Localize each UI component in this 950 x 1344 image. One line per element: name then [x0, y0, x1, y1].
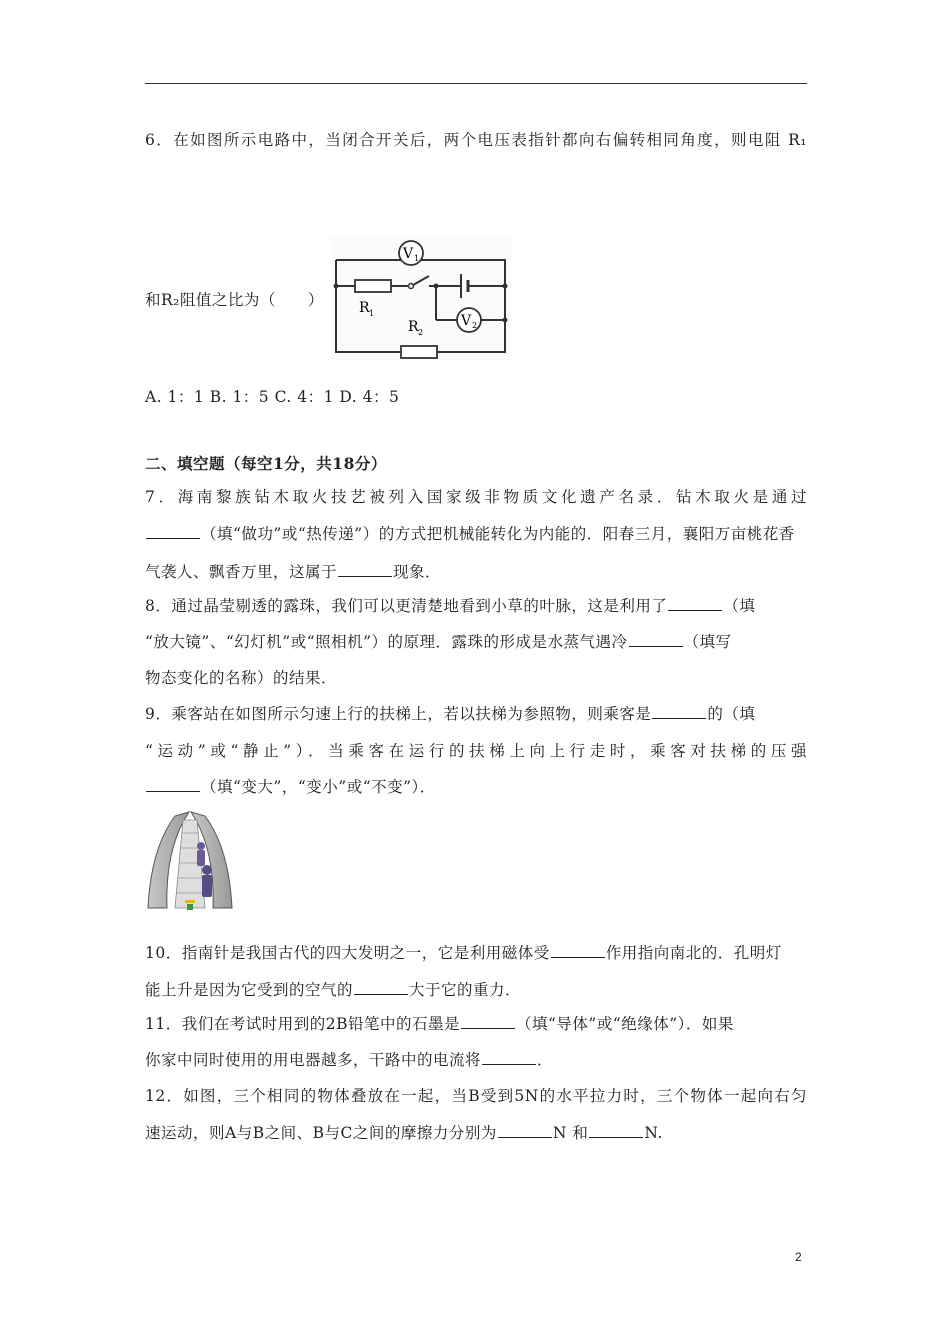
q12-line2b: N 和	[552, 1124, 589, 1142]
q10-line2b: 大于它的重力．	[409, 981, 522, 999]
q11-blank-2[interactable]	[482, 1050, 536, 1065]
q10-blank-1[interactable]	[551, 943, 605, 958]
q8-line2a: “放大镜”、“幻灯机”或“照相机”）的原理．露珠的形成是水蒸气遇冷	[145, 633, 628, 651]
q10-blank-2[interactable]	[354, 980, 408, 995]
q8-line1b: （填	[723, 597, 756, 615]
q9-line3-row	[145, 775, 436, 797]
q8-blank-1[interactable]	[668, 596, 722, 611]
q10-line1a: 10．指南针是我国古代的四大发明之一，它是利用磁体受	[145, 944, 550, 962]
q11-line2b: ．	[537, 1051, 554, 1069]
v1-sub: 1	[414, 254, 420, 263]
q6-options: A. 1：1 B. 1：5 C. 4：1 D. 4：5	[145, 388, 400, 406]
q10-line1-row	[145, 941, 782, 963]
q9-line1-row	[145, 702, 755, 724]
q12-blank-1[interactable]	[498, 1123, 552, 1138]
section-heading: 二、填空题（每空1分，共18分）	[145, 454, 387, 473]
q11-line2a: 你家中同时使用的用电器越多，干路中的电流将	[145, 1051, 482, 1069]
q9-line1a: 9．乘客站在如图所示匀速上行的扶梯上，若以扶梯为参照物，则乘客是	[145, 705, 652, 723]
q11-line1a: 11．我们在考试时用到的2B铅笔中的石墨是	[145, 1015, 460, 1033]
q9-line2: “运动”或“静止”）．当乘客在运行的扶梯上向上行走时，乘客对扶梯的压强	[145, 742, 807, 760]
q7-line2-row	[145, 522, 795, 544]
q6-line1: 6．在如图所示电路中，当闭合开关后，两个电压表指针都向右偏转相同角度，则电阻 R₁	[145, 131, 807, 149]
v1-label: V	[403, 246, 414, 262]
q7-line3a: 气袭人、飘香万里，这属于	[145, 563, 338, 581]
q9-line3: （填“变大”，“变小”或“不变”）．	[201, 778, 436, 796]
q8-line1-row	[145, 594, 755, 616]
r1-sub: 1	[369, 309, 375, 318]
q12-line2a: 速运动，则A与B之间、B与C之间的摩擦力分别为	[145, 1124, 497, 1142]
r2-sub: 2	[418, 328, 424, 337]
q8-line3: 物态变化的名称）的结果．	[145, 669, 338, 687]
escalator-image	[145, 808, 235, 913]
v2-label: V	[461, 313, 472, 329]
v2-sub: 2	[472, 321, 478, 330]
r2-label: R	[408, 319, 419, 335]
q10-line1b: 作用指向南北的．孔明灯	[605, 944, 782, 962]
q9-blank-2[interactable]	[146, 777, 200, 792]
page-number: 2	[795, 1250, 802, 1264]
q7-line1: 7．海南黎族钻木取火技艺被列入国家级非物质文化遗产名录．钻木取火是通过	[145, 488, 807, 506]
q7-line2: （填“做功”或“热传递”）的方式把机械能转化为内能的．阳春三月，襄阳万亩桃花香	[201, 525, 795, 543]
q7-blank-2[interactable]	[338, 562, 392, 577]
q7-line3b: 现象．	[393, 563, 442, 581]
q9-blank-1[interactable]	[652, 704, 706, 719]
q10-line2a: 能上升是因为它受到的空气的	[145, 981, 354, 999]
q11-blank-1[interactable]	[461, 1014, 515, 1029]
q11-line1-row	[145, 1012, 734, 1034]
q11-line1b: （填“导体”或“绝缘体”）．如果	[515, 1015, 734, 1033]
q8-line2b: （填写	[683, 633, 732, 651]
q8-line2-row	[145, 630, 732, 652]
q12-line2c: N.	[644, 1124, 663, 1142]
q11-line2-row	[145, 1048, 553, 1070]
q7-blank-1[interactable]	[146, 524, 200, 539]
q8-line1a: 8．通过晶莹剔透的露珠，我们可以更清楚地看到小草的叶脉，这是利用了	[145, 597, 668, 615]
circuit-diagram	[331, 236, 511, 361]
q6-line2: 和R₂阻值之比为（ ）	[145, 291, 324, 309]
q12-blank-2[interactable]	[589, 1123, 643, 1138]
q12-line2-row	[145, 1121, 663, 1143]
r1-label: R	[359, 300, 370, 316]
header-rule	[145, 83, 807, 84]
q9-line1b: 的（填	[707, 705, 756, 723]
q12-line1: 12．如图，三个相同的物体叠放在一起，当B受到5N的水平拉力时，三个物体一起向右匀	[145, 1087, 807, 1105]
q7-line3-row	[145, 560, 441, 582]
q10-line2-row	[145, 978, 521, 1000]
q8-blank-2[interactable]	[629, 632, 683, 647]
